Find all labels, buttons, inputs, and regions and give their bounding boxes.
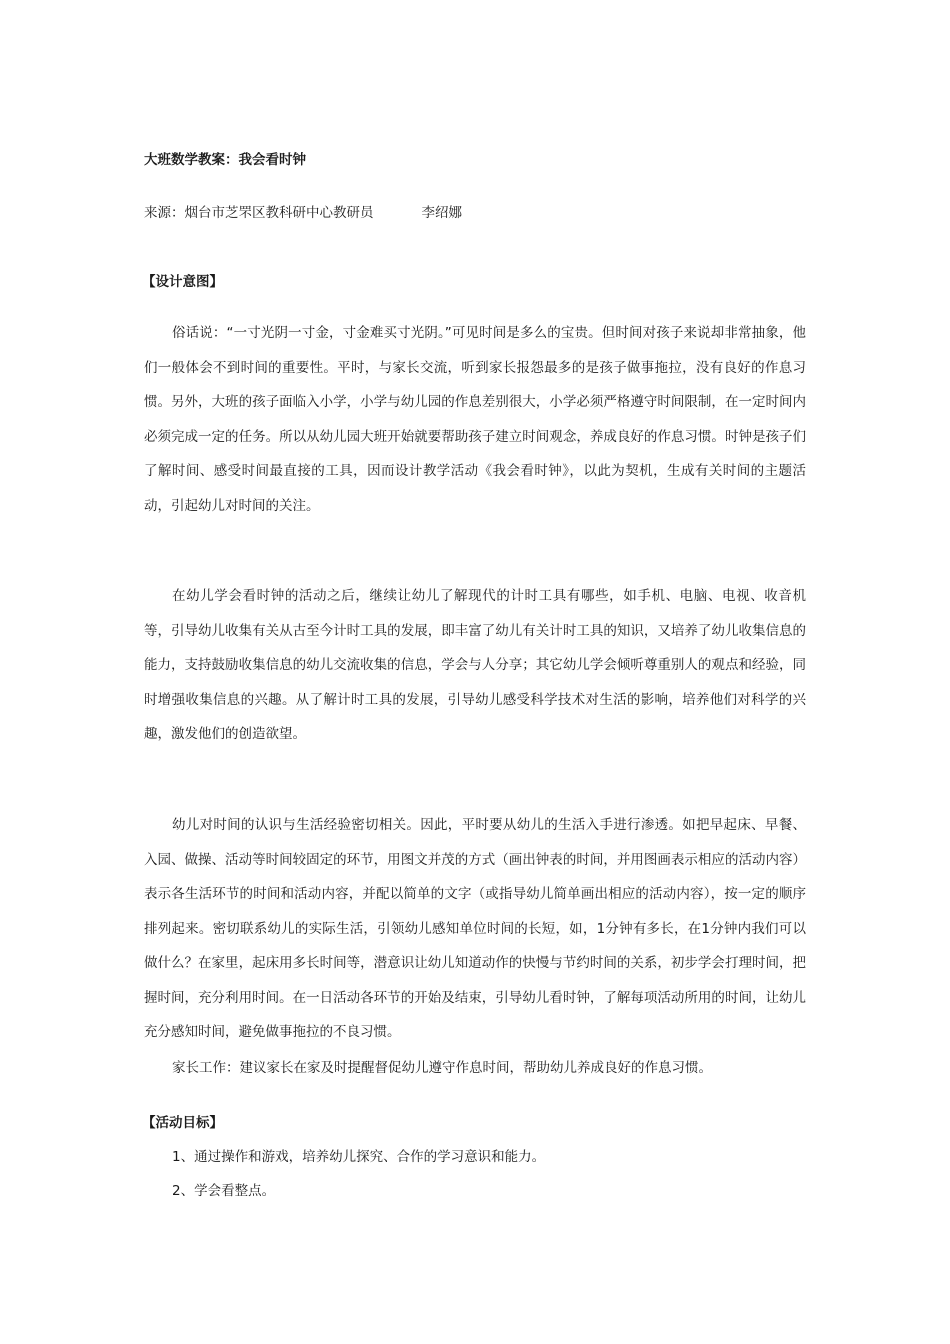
paragraph-design-intent-1: 俗话说：“一寸光阴一寸金，寸金难买寸光阴。”可见时间是多么的宝贵。但时间对孩子来说却非常抽象，他们一般体会不到时间的重要性。平时，与家长交流，听到家长报怨最多的是孩子做事拖拉，没有良好的作息习惯。另外，大班的孩子面临入小学，小学与幼儿园的作息差别很大，小学必须严格遵守时间限制，在一定时间内必须完成一定的任务。所以从幼儿园大班开始就要帮助孩子建立时间观念，养成良好的作息习惯。时钟是孩子们了解时间、感受时间最直接的工具，因而设计教学活动《我会看时钟》，以此为契机，生成有关时间的主题活动，引起幼儿对时间的关注。 [144,325,806,514]
goal-item-1: 1、通过操作和游戏，培养幼儿探究、合作的学习意识和能力。 [172,1149,546,1165]
paragraph-parent-work: 家长工作：建议家长在家及时提醒督促幼儿遵守作息时间，帮助幼儿养成良好的作息习惯。 [172,1060,712,1076]
source-label: 来源：烟台市芝罘区教科研中心教研员 [144,205,374,221]
source-line [144,196,462,230]
goal-item-2: 2、学会看整点。 [172,1183,276,1199]
section-heading-design-intent: 【设计意图】 [142,274,223,290]
paragraph-design-intent-2: 在幼儿学会看时钟的活动之后，继续让幼儿了解现代的计时工具有哪些，如手机、电脑、电视、收音机等，引导幼儿收集有关从古至今计时工具的发展，即丰富了幼儿有关计时工具的知识，又培养了幼儿收集信息的能力，支持鼓励收集信息的幼儿交流收集的信息，学会与人分享；其它幼儿学会倾听尊重别人的观点和经验，同时增强收集信息的兴趣。从了解计时工具的发展，引导幼儿感受科学技术对生活的影响，培养他们对科学的兴趣，激发他们的创造欲望。 [144,588,806,742]
document-title: 大班数学教案：我会看时钟 [144,152,306,168]
section-heading-goals: 【活动目标】 [142,1115,223,1131]
source-author: 李绍娜 [421,205,462,221]
paragraph-design-intent-3: 幼儿对时间的认识与生活经验密切相关。因此，平时要从幼儿的生活入手进行渗透。如把早起床、早餐、入园、做操、活动等时间较固定的环节，用图文并茂的方式（画出钟表的时间，并用图画表示相应的活动内容）表示各生活环节的时间和活动内容，并配以简单的文字（或指导幼儿简单画出相应的活动内容），按一定的顺序排列起来。密切联系幼儿的实际生活，引领幼儿感知单位时间的长短，如，1分钟有多长，在1分钟内我们可以做什么？在家里，起床用多长时间等，潜意识让幼儿知道动作的快慢与节约时间的关系，初步学会打理时间，把握时间，充分利用时间。在一日活动各环节的开始及结束，引导幼儿看时钟，了解每项活动所用的时间，让幼儿充分感知时间，避免做事拖拉的不良习惯。 [144,817,806,1040]
